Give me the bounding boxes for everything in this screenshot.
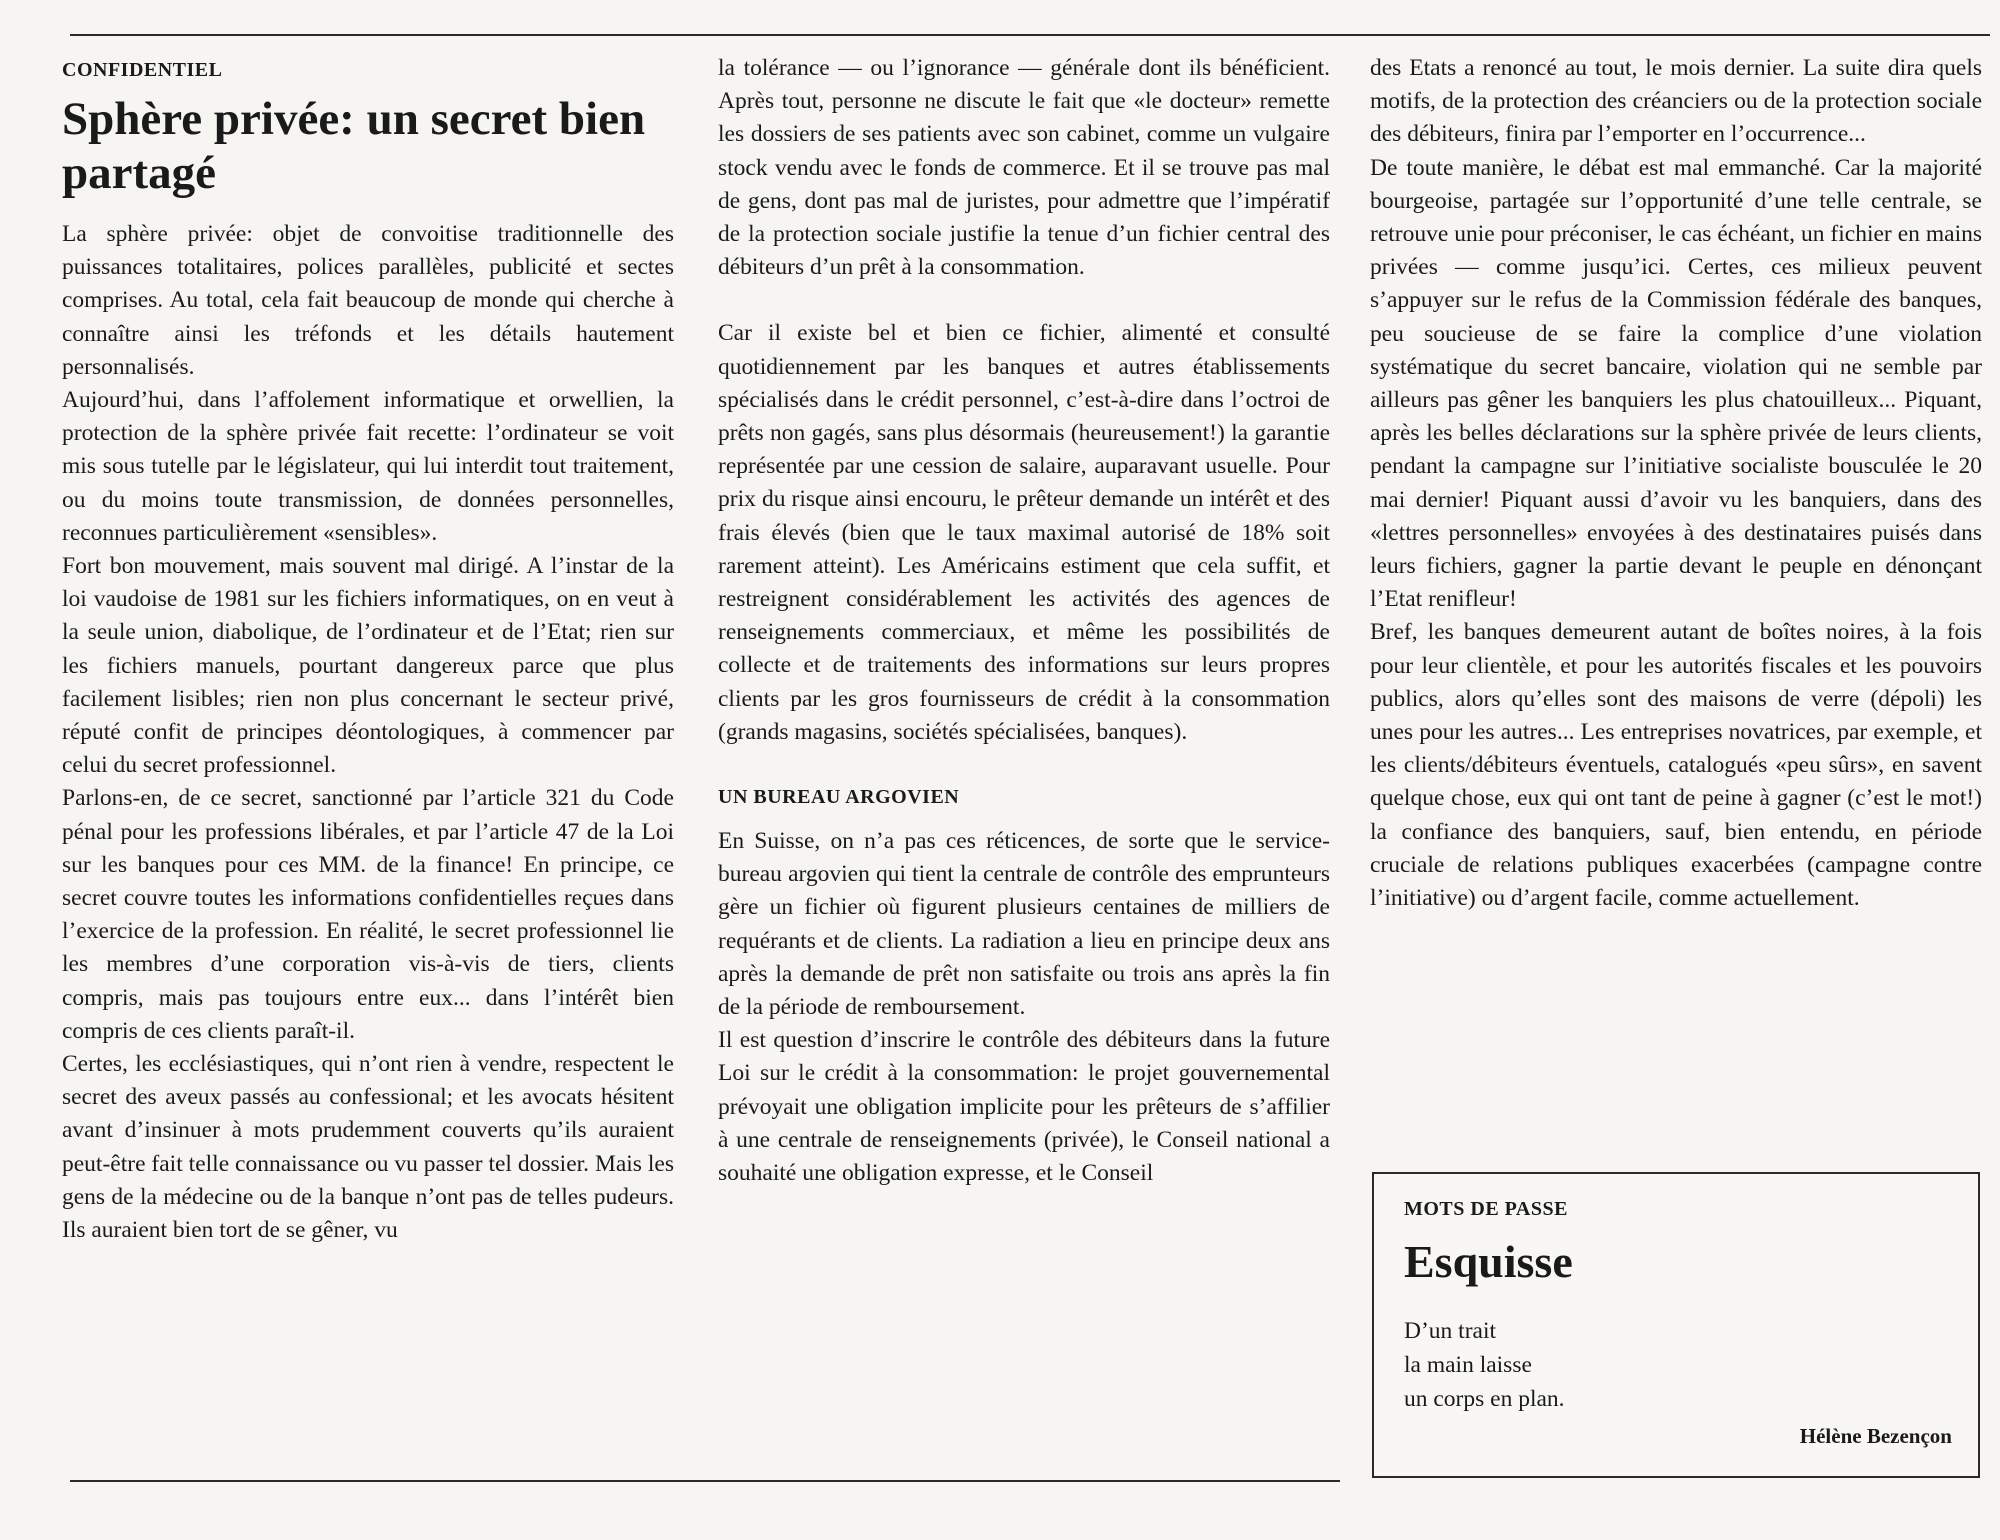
paragraph: De toute manière, le débat est mal emmanché. Car la majorité bourgeoise, partagée sur l’opportunité d’une telle centrale, se retrouve unie pour préconiser, le cas échéant, un fichier en mains privées — comme jusqu’ici. Certes, ces milieux peuvent s’appuyer sur le refus de la Commission fédérale des banques, peu soucieuse de se faire la complice d’une violation systématique du secret bancaire, violation qui ne semble par ailleurs pas gêner les banquiers les plus chatouilleux... Piquant, après les belles déclarations sur la sphère privée de leurs clients, pendant la campagne sur l’initiative socialiste bousculée le 20 mai dernier! Piquant aussi d’avoir vu les banquiers, dans des «lettres personnelles» envoyées à des destinataires puisés dans leurs fichiers, gagner la partie devant le peuple en dénonçant l’Etat renifleur! xyxy=(1370,154,1982,613)
paragraph: En Suisse, on n’a pas ces réticences, de sorte que le service-bureau argovien qui tient la centrale de contrôle des emprunteurs gère un fichier où figurent plusieurs centaines de milliers de requérants et de clients. La radiation a lieu en principe deux ans après la demande de prêt non satisfaite ou trois ans après la fin de la période de remboursement. xyxy=(718,828,1330,1021)
poem-author: Hélène Bezençon xyxy=(1799,1424,1952,1448)
paragraph: Bref, les banques demeurent autant de boîtes noires, à la fois pour leur clientèle, et pour les autorités fiscales et les pouvoirs publics, alors qu’elles sont des maisons de verre (dépoli) les unes pour les autres... Les entreprises novatrices, par exemple, et les clients/débiteurs éventuels, catalogués «peu sûrs», en savent quelque chose, eux qui ont tant de peine à gagner (c’est le mot!) la confiance des banquiers, sauf, bien entendu, en période cruciale de relations publiques exacerbées (campagne contre l’initiative) ou d’argent facile, comme actuellement. xyxy=(1370,619,1982,912)
poem-line: la main laisse xyxy=(1404,1352,1532,1378)
poem-line: D’un trait xyxy=(1404,1318,1497,1344)
paragraph: la tolérance — ou l’ignorance — générale dont ils bénéficient. Après tout, personne ne discute le fait que «le docteur» remette les dossiers de ses patients avec son cabinet, comme un vulgaire stock vendu avec le fonds de commerce. Et il se trouve pas mal de gens, dont pas mal de juristes, pour admettre que l’impératif de la protection sociale justifie la tenue d’un fichier central des débiteurs d’un prêt à la consommation. xyxy=(718,55,1330,281)
paragraph: La sphère privée: objet de convoitise traditionnelle des puissances totalitaires, polices parallèles, publicité et sectes comprises. Au total, cela fait beaucoup de monde qui cherche à connaître ainsi les tréfonds et les détails hautement personnalisés. xyxy=(62,221,674,380)
column-3 xyxy=(1370,52,1982,915)
poem-box xyxy=(1372,1172,1980,1478)
article-kicker: CONFIDENTIEL xyxy=(62,59,223,81)
paragraph: des Etats a renoncé au tout, le mois dernier. La suite dira quels motifs, de la protection des créanciers ou de la protection sociale des débiteurs, finira par l’emporter en l’occurrence... xyxy=(1370,55,1982,148)
top-rule xyxy=(70,34,1990,36)
paragraph: Fort bon mouvement, mais souvent mal dirigé. A l’instar de la loi vaudoise de 1981 sur les fichiers informatiques, on en veut à la seule union, diabolique, de l’ordinateur et de l’Etat; rien sur les fichiers manuels, pourtant dangereux parce que plus facilement lisibles; rien non plus concernant le secteur privé, réputé confit de principes déontologiques, à commencer par celui du secret professionnel. xyxy=(62,553,674,779)
paragraph: Parlons-en, de ce secret, sanctionné par l’article 321 du Code pénal pour les professions libérales, et par l’article 47 de la Loi sur les banques pour ces MM. de la finance! En principe, ce secret couvre toutes les informations confidentielles reçues dans l’exercice de la profession. En réalité, le secret professionnel lie les membres d’une corporation vis-à-vis de tiers, clients compris, mais pas toujours entre eux... dans l’intérêt bien compris de ces clients paraît-il. xyxy=(62,785,674,1044)
paragraph: Il est question d’inscrire le contrôle des débiteurs dans la future Loi sur le crédit à la consommation: le projet gouvernemental prévoyait une obligation implicite pour les prêteurs de s’affilier à une centrale de renseignements (privée), le Conseil national a souhaité une obligation expresse, et le Conseil xyxy=(718,1027,1330,1187)
poem-line: un corps en plan. xyxy=(1404,1386,1565,1412)
article-headline: Sphère privée: un secret bien partagé xyxy=(62,93,646,199)
poem-body xyxy=(1404,1314,1952,1416)
paragraph-gap xyxy=(718,284,1330,317)
paragraph: Aujourd’hui, dans l’affolement informatique et orwellien, la protection de la sphère privée fait recette: l’ordinateur se voit mis sous tutelle par le législateur, qui lui interdit tout traitement, ou du moins toute transmission, de données personnelles, reconnues particulièrement «sensibles». xyxy=(62,387,674,546)
paragraph: Certes, les ecclésiastiques, qui n’ont rien à vendre, respectent le secret des aveux passés au confessional; et les avocats hésitent avant d’insinuer à mots prudemment couverts qu’ils auraient peut-être fait telle connaissance ou vu passer tel dossier. Mais les gens de la médecine ou de la banque n’ont pas de telles pudeurs. Ils auraient bien tort de se gêner, vu xyxy=(62,1051,674,1244)
poem-title: Esquisse xyxy=(1404,1236,1573,1287)
bottom-rule xyxy=(70,1480,1340,1482)
column-2 xyxy=(718,52,1330,1190)
box-kicker: MOTS DE PASSE xyxy=(1404,1198,1568,1220)
paragraph: Car il existe bel et bien ce fichier, alimenté et consulté quotidiennement par les banques et autres établissements spécialisés dans le crédit personnel, c’est-à-dire dans l’octroi de prêts non gagés, sans plus désormais (heureusement!) la garantie représentée par une cession de salaire, auparavant usuelle. Pour prix du risque ainsi encouru, le prêteur demande un intérêt et des frais élevés (bien que le taux maximal autorisé de 18% soit rarement atteint). Les Américains estiment que cela suffit, et restreignent considérablement les activités des agences de renseignements commerciaux, et même les possibilités de collecte et de traitements des informations sur leurs propres clients par les gros fournisseurs de crédit à la consommation (grands magasins, sociétés spécialisées, banques). xyxy=(718,320,1330,745)
column-1 xyxy=(62,52,674,1247)
section-subhead: UN BUREAU ARGOVIEN xyxy=(718,786,960,809)
